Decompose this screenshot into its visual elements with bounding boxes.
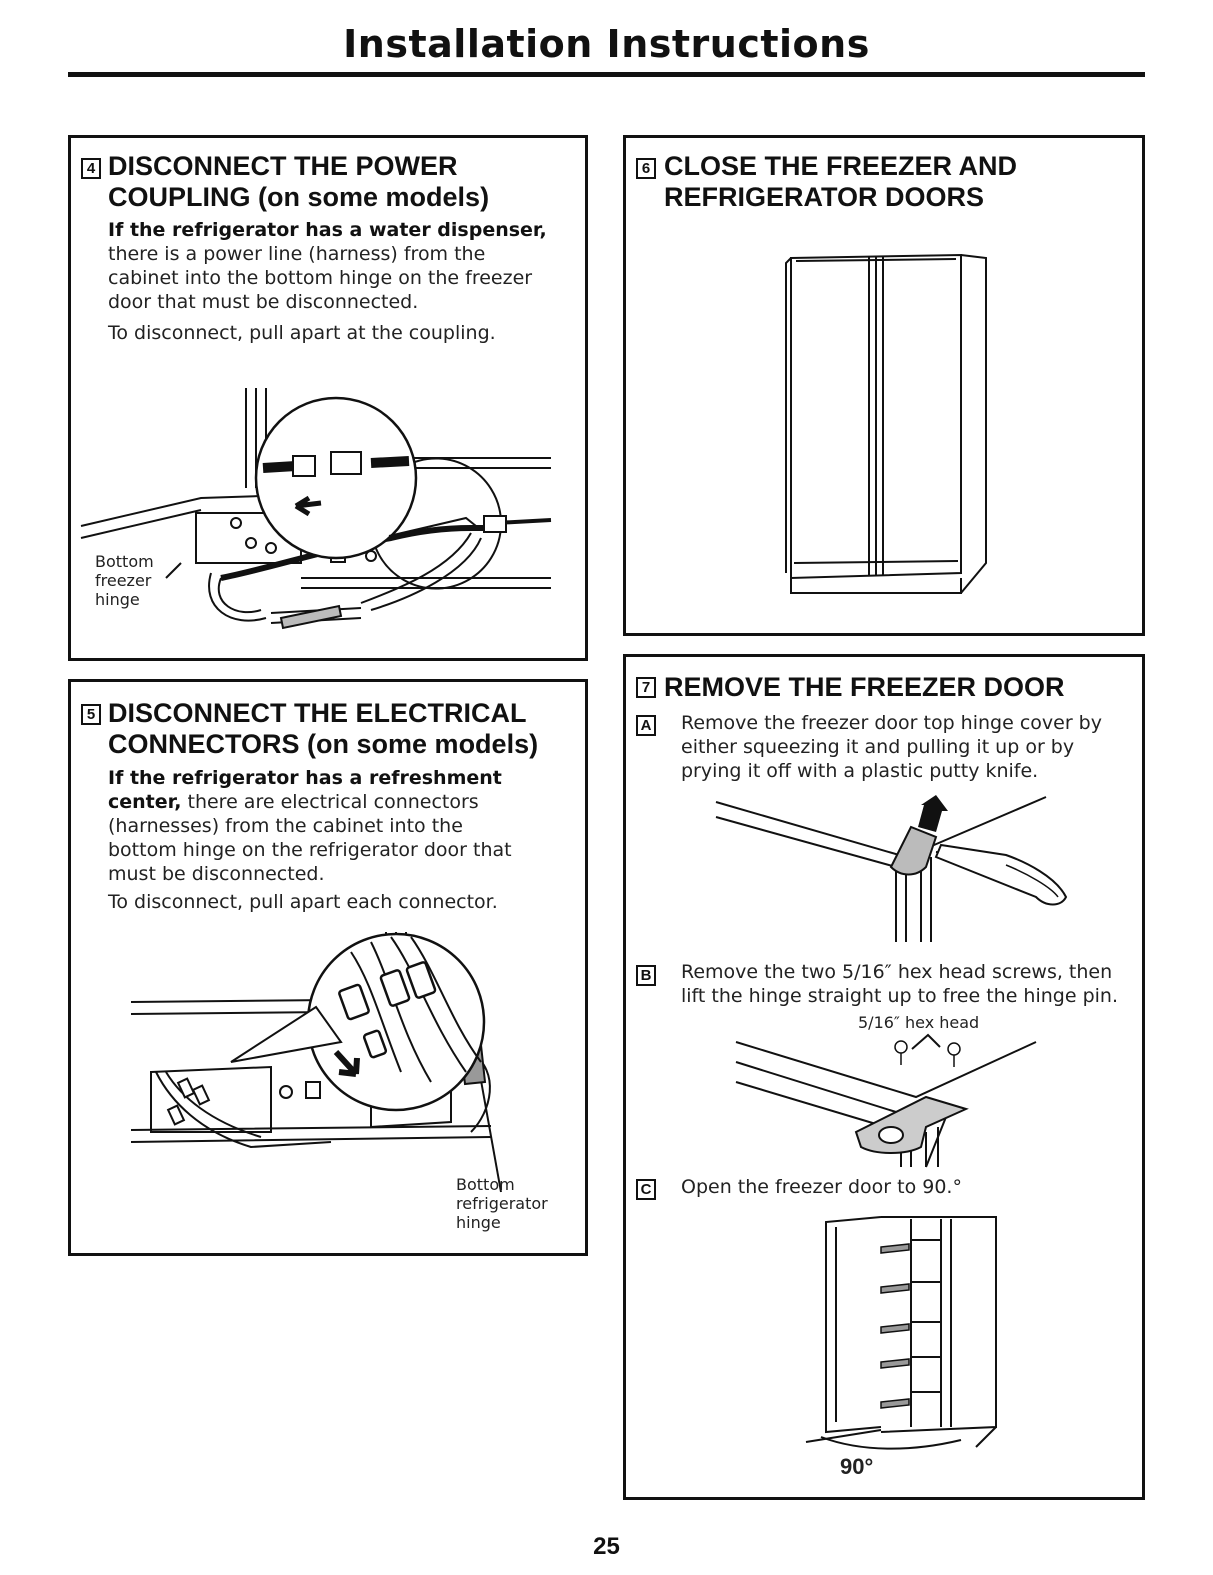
- step-5-heading-line1: DISCONNECT THE ELECTRICAL: [108, 698, 527, 728]
- step-5-caption-line2: refrigerator: [456, 1194, 548, 1213]
- closed-refrigerator-illustration: [776, 243, 996, 603]
- step-5-heading-paren: (on some models): [307, 729, 539, 759]
- substep-b-text: Remove the two 5/16″ hex head screws, then lift the hinge straight up to free the hinge pin.: [681, 961, 1118, 1007]
- substep-c-callout: 90°: [840, 1454, 874, 1479]
- step-6-panel: [623, 135, 1145, 636]
- step-4-heading: [108, 151, 489, 213]
- substep-b-letter: B: [636, 965, 656, 986]
- step-5-number: 5: [81, 704, 101, 725]
- step-5-panel: [68, 679, 588, 1256]
- substep-a-text: Remove the freezer door top hinge cover by either squeezing it and pulling it up or by prying it off with a plastic putty knife.: [681, 712, 1102, 782]
- page-title: Installation Instructions: [343, 22, 870, 66]
- hinge-screws-illustration: [726, 1037, 1066, 1167]
- step-4-lead: If the refrigerator has a water dispenser,: [108, 219, 547, 241]
- step-6-heading-line2: REFRIGERATOR DOORS: [664, 182, 985, 212]
- step-4-body: [108, 218, 548, 314]
- step-5-heading: [108, 698, 538, 760]
- open-door-illustration: [801, 1212, 1021, 1452]
- step-4-heading-line2: COUPLING: [108, 182, 251, 212]
- step-5-body: [108, 766, 528, 886]
- step-6-number: 6: [636, 158, 656, 179]
- substep-a-letter: A: [636, 715, 656, 736]
- step-6-heading-line1: CLOSE THE FREEZER AND: [664, 151, 1018, 181]
- step-7-panel: [623, 654, 1145, 1500]
- substep-c-text: Open the freezer door to 90.°: [681, 1176, 962, 1198]
- title-rule: [68, 72, 1145, 77]
- substep-b-callout: 5/16″ hex head: [858, 1013, 980, 1032]
- step-4-instruction: To disconnect, pull apart at the coupling.: [108, 322, 496, 344]
- step-4-number: 4: [81, 158, 101, 179]
- page-number: 25: [593, 1533, 620, 1560]
- substep-c-letter: C: [636, 1179, 656, 1200]
- step-7-heading: REMOVE THE FREEZER DOOR: [664, 672, 1065, 702]
- step-4-caption-line3: hinge: [95, 590, 140, 609]
- step-5-lead: If the refrigerator has a refreshment center,: [108, 767, 502, 813]
- step-5-body-text: there are electrical connectors (harnesses) from the cabinet into the bottom hinge on the refrigerator door that must be disconnected.: [108, 791, 512, 885]
- step-5-caption-line3: hinge: [456, 1213, 501, 1232]
- hinge-cover-illustration: [686, 797, 1126, 947]
- electrical-connectors-illustration: [71, 932, 585, 1192]
- step-6-heading: [664, 151, 1017, 213]
- step-5-caption: [456, 1175, 548, 1232]
- step-4-caption-line1: Bottom: [95, 552, 154, 571]
- power-coupling-illustration: [71, 378, 585, 658]
- step-4-caption-line2: freezer: [95, 571, 152, 590]
- step-5-instruction: To disconnect, pull apart each connector.: [108, 891, 498, 913]
- step-5-caption-line1: Bottom: [456, 1175, 515, 1194]
- step-4-heading-paren: (on some models): [258, 182, 490, 212]
- step-4-panel: [68, 135, 588, 661]
- step-4-body-text: there is a power line (harness) from the cabinet into the bottom hinge on the freezer door that must be disconnected.: [108, 243, 533, 313]
- step-4-heading-line1: DISCONNECT THE POWER: [108, 151, 458, 181]
- step-4-caption: [95, 552, 154, 609]
- step-7-number: 7: [636, 677, 656, 698]
- step-5-heading-line2: CONNECTORS: [108, 729, 300, 759]
